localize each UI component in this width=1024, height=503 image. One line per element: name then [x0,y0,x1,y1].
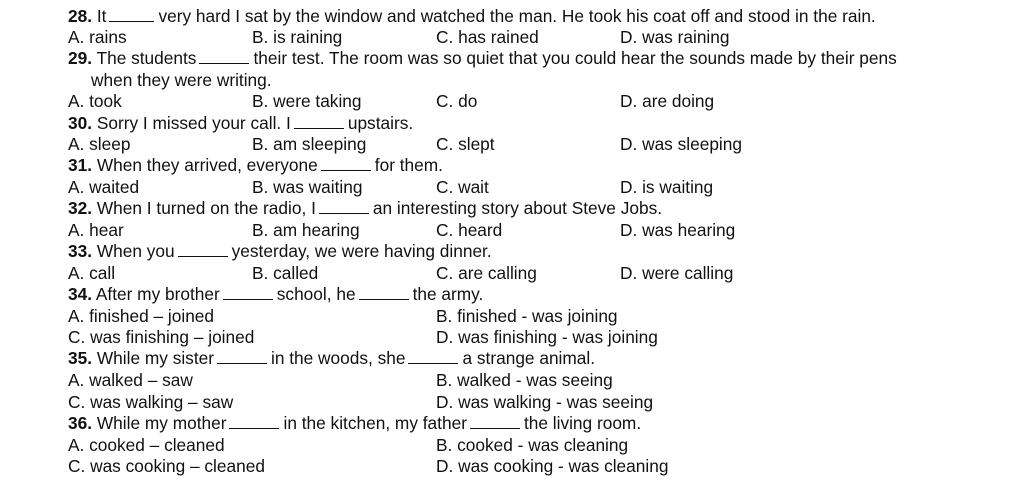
option-d: D. was walking - was seeing [436,392,654,412]
answer-blank [109,6,154,22]
options-34-ab [0,306,1024,328]
answer-blank [470,413,520,429]
option-b: B. am hearing [252,220,360,240]
option-d: D. was hearing [620,220,736,240]
option-b: B. finished - was joining [436,306,618,326]
answer-blank [217,348,267,364]
question-33 [68,241,492,263]
cropped-text-fragment [60,494,960,503]
answer-blank [321,155,371,171]
options-35-ab [0,370,1024,392]
question-number: 30. [68,113,93,133]
option-d: D. is waiting [620,177,714,197]
option-a: A. took [68,91,122,111]
answer-blank [223,284,273,300]
answer-blank [319,198,369,214]
question-text: When they arrived, everyone [96,155,318,175]
question-29-continuation: when they were writing. [91,70,272,90]
question-number: 29. [68,48,93,68]
question-text: upstairs. [347,113,414,133]
option-c: C. was finishing – joined [68,327,255,347]
question-32 [68,198,662,220]
question-number: 28. [68,6,93,26]
question-number: 33. [68,241,93,261]
question-31 [68,155,443,177]
option-b: B. was waiting [252,177,363,197]
question-number: 36. [68,413,93,433]
option-d: D. was raining [620,27,730,47]
option-d: D. was finishing - was joining [436,327,658,347]
option-c: C. do [436,91,478,111]
question-text: While my sister [96,348,214,368]
question-34 [68,284,483,306]
option-a: A. sleep [68,134,131,154]
options-35-cd [0,392,1024,414]
question-text: Sorry I missed your call. I [96,113,291,133]
option-b: B. were taking [252,91,362,111]
option-c: C. was walking – saw [68,392,234,412]
question-text: their test. The room was so quiet that you could hear the sounds made by their pens [253,48,897,68]
option-b: B. walked - was seeing [436,370,613,390]
options-28 [0,27,1024,49]
question-text: The students [96,48,197,68]
question-text: When you [96,241,175,261]
question-text: When I turned on the radio, I [96,198,316,218]
option-d: D. was cooking - was cleaning [436,456,669,476]
option-c: C. wait [436,177,489,197]
question-text: school, he [276,284,356,304]
option-c: C. are calling [436,263,537,283]
option-c: C. slept [436,134,495,154]
options-31 [0,177,1024,199]
options-30 [0,134,1024,156]
question-number: 34. [68,284,93,304]
options-36-ab [0,435,1024,457]
answer-blank [294,113,344,129]
question-text: in the kitchen, my father [283,413,467,433]
option-a: A. call [68,263,116,283]
question-text: very hard I sat by the window and watched the man. He took his coat off and stood in the rain. [158,6,876,26]
question-text: After my brother [95,284,220,304]
option-d: D. were calling [620,263,734,283]
question-number: 32. [68,198,93,218]
option-c: C. was cooking – cleaned [68,456,265,476]
options-32 [0,220,1024,242]
question-36 [68,413,641,435]
option-a: A. cooked – cleaned [68,435,225,455]
option-a: A. walked – saw [68,370,193,390]
option-b: B. is raining [252,27,343,47]
question-35 [68,348,595,370]
option-d: D. was sleeping [620,134,742,154]
question-number: 35. [68,348,93,368]
option-a: A. finished – joined [68,306,215,326]
question-text: While my mother [96,413,227,433]
options-29 [0,91,1024,113]
answer-blank [229,413,279,429]
option-a: A. waited [68,177,140,197]
question-text: for them. [374,155,443,175]
option-a: A. hear [68,220,124,240]
question-text: the army. [412,284,484,304]
question-number: 31. [68,155,93,175]
option-d: D. are doing [620,91,715,111]
question-text: an interesting story about Steve Jobs. [372,198,663,218]
question-text: the living room. [523,413,642,433]
question-text: yesterday, we were having dinner. [231,241,492,261]
answer-blank [199,48,249,64]
option-b: B. am sleeping [252,134,367,154]
question-30 [68,113,413,135]
question-text: in the woods, she [270,348,406,368]
option-b: B. called [252,263,319,283]
option-c: C. has rained [436,27,539,47]
answer-blank [359,284,409,300]
option-c: C. heard [436,220,503,240]
answer-blank [178,241,228,257]
question-28 [68,6,876,28]
option-a: A. rains [68,27,127,47]
question-29 [68,48,897,70]
answer-blank [408,348,458,364]
question-text: It [96,6,107,26]
options-33 [0,263,1024,285]
option-b: B. cooked - was cleaning [436,435,629,455]
question-text: a strange animal. [462,348,596,368]
options-34-cd [0,327,1024,349]
options-36-cd [0,456,1024,478]
